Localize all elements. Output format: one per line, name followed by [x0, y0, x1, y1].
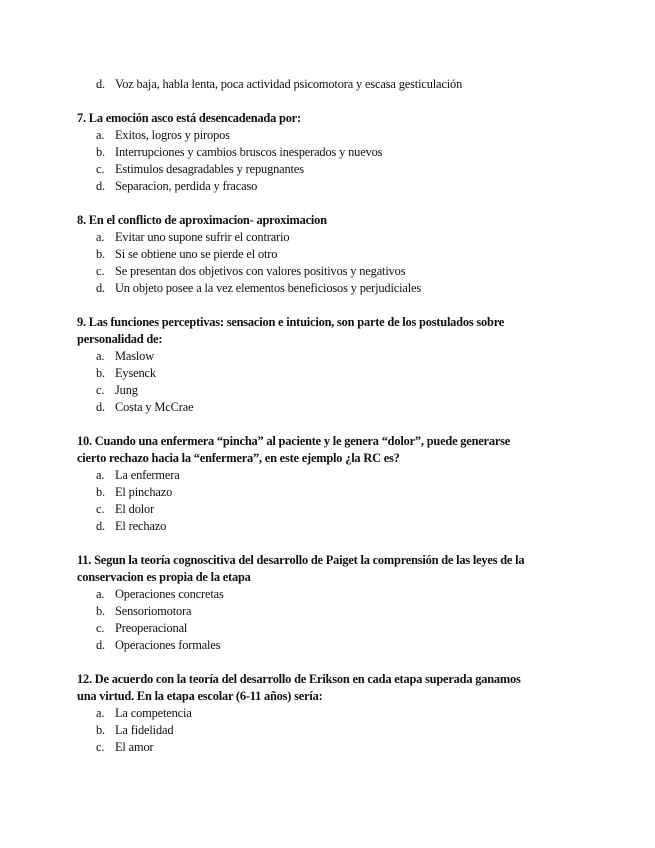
- option-letter: c.: [96, 621, 105, 635]
- option-text: Interrupciones y cambios bruscos inesperados y nuevos: [115, 145, 383, 159]
- option-text: Costa y McCrae: [115, 400, 194, 414]
- option-text: Operaciones concretas: [115, 587, 224, 601]
- option-text: Estimulos desagradables y repugnantes: [115, 162, 304, 176]
- option-text: El dolor: [115, 502, 155, 516]
- option-text: La enfermera: [115, 468, 180, 482]
- option-letter: b.: [96, 485, 105, 499]
- option-letter: b.: [96, 366, 105, 380]
- option-text: Evitar uno supone sufrir el contrario: [115, 230, 290, 244]
- option-text: Se presentan dos objetivos con valores positivos y negativos: [115, 264, 406, 278]
- option-letter: a.: [96, 349, 105, 363]
- option-text: El rechazo: [115, 519, 167, 533]
- option-text: Operaciones formales: [115, 638, 221, 652]
- option-letter: d.: [96, 179, 105, 193]
- option-letter: d.: [96, 281, 105, 295]
- option-text: Jung: [115, 383, 138, 397]
- question-11-cont: conservacion es propia de la etapa: [77, 570, 251, 584]
- option-letter: a.: [96, 230, 105, 244]
- question-9: 9. Las funciones perceptivas: sensacion e intuicion, son parte de los postulados sobre: [77, 315, 505, 329]
- option-letter: b.: [96, 145, 105, 159]
- option-text: El pinchazo: [115, 485, 173, 499]
- option-letter: c.: [96, 162, 105, 176]
- option-text: Preoperacional: [115, 621, 188, 635]
- question-11: 11. Segun la teoría cognoscitiva del desarrollo de Paiget la comprensión de las leyes de la: [77, 553, 525, 567]
- option-letter: a.: [96, 706, 105, 720]
- option-text: Eysenck: [115, 366, 156, 380]
- option-letter: a.: [96, 128, 105, 142]
- option-text: Voz baja, habla lenta, poca actividad psicomotora y escasa gesticulación: [115, 77, 463, 91]
- option-text: La competencia: [115, 706, 192, 720]
- option-letter: a.: [96, 587, 105, 601]
- option-letter: b.: [96, 723, 105, 737]
- question-10: 10. Cuando una enfermera “pincha” al paciente y le genera “dolor”, puede generarse: [77, 434, 511, 448]
- option-text: El amor: [115, 740, 154, 754]
- option-letter: c.: [96, 264, 105, 278]
- option-text: La fidelidad: [115, 723, 174, 737]
- option-letter: c.: [96, 740, 105, 754]
- question-7: 7. La emoción asco está desencadenada por:: [77, 111, 301, 125]
- option-letter: b.: [96, 604, 105, 618]
- option-text: Un objeto posee a la vez elementos beneficiosos y perjudiciales: [115, 281, 422, 295]
- option-letter: c.: [96, 383, 105, 397]
- option-text: Si se obtiene uno se pierde el otro: [115, 247, 278, 261]
- option-letter: c.: [96, 502, 105, 516]
- option-text: Maslow: [115, 349, 155, 363]
- option-letter: d.: [96, 400, 105, 414]
- option-text: Sensoriomotora: [115, 604, 192, 618]
- option-letter: b.: [96, 247, 105, 261]
- question-12: 12. De acuerdo con la teoría del desarrollo de Erikson en cada etapa superada ganamos: [77, 672, 521, 686]
- option-text: Separacion, perdida y fracaso: [115, 179, 258, 193]
- option-letter: a.: [96, 468, 105, 482]
- question-8: 8. En el conflicto de aproximacion- aproximacion: [77, 213, 327, 227]
- option-letter: d.: [96, 519, 105, 533]
- question-12-cont: una virtud. En la etapa escolar (6-11 años) sería:: [77, 689, 323, 703]
- option-letter: d.: [96, 638, 105, 652]
- question-10-cont: cierto rechazo hacia la “enfermera”, en este ejemplo ¿la RC es?: [77, 451, 400, 465]
- option-letter: d.: [96, 77, 105, 91]
- option-text: Exitos, logros y piropos: [115, 128, 230, 142]
- question-9-cont: personalidad de:: [77, 332, 163, 346]
